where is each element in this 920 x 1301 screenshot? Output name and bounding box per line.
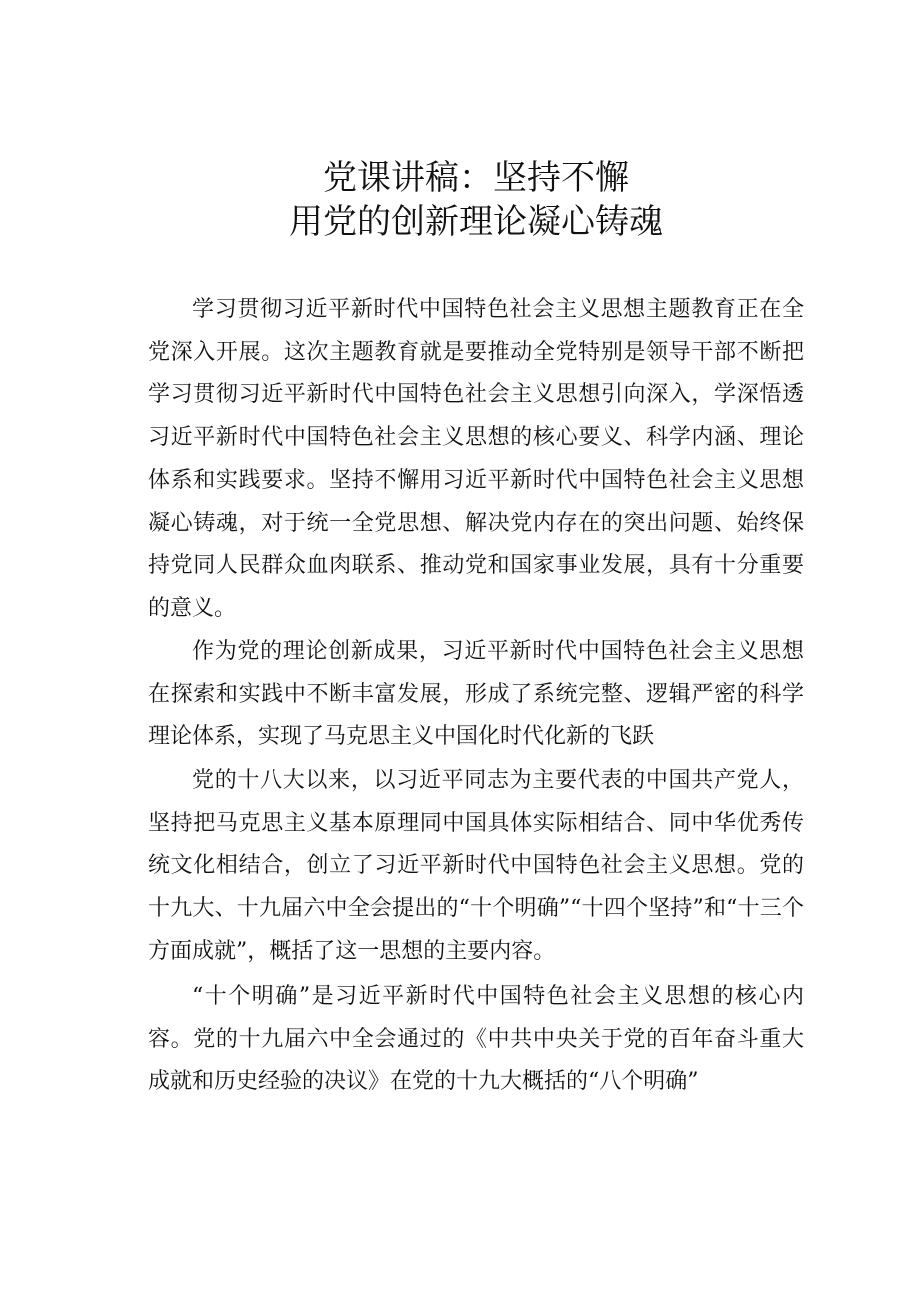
paragraph-3: 党的十八大以来，以习近平同志为主要代表的中国共产党人，坚持把马克思主义基本原理同中国具体实际相结合、同中华优秀传统文化相结合，创立了习近平新时代中国特色社会主义思想。党的十九大、十九届六中全会提出的“十个明确”“十四个坚持”和“十三个方面成就”，概括了这一思想的主要内容。	[148, 768, 804, 964]
document-title-line-1: 党课讲稿：坚持不懈	[323, 158, 629, 198]
paragraph-1: 学习贯彻习近平新时代中国特色社会主义思想主题教育正在全党深入开展。这次主题教育就是要推动全党特别是领导干部不断把学习贯彻习近平新时代中国特色社会主义思想引向深入，学深悟透习近平新时代中国特色社会主义思想的核心要义、科学内涵、理论体系和实践要求。坚持不懈用习近平新时代中国特色社会主义思想凝心铸魂，对于统一全党思想、解决党内存在的突出问题、始终保持党同人民群众血肉联系、推动党和国家事业发展，具有十分重要的意义。	[148, 297, 804, 621]
paragraph-2: 作为党的理论创新成果，习近平新时代中国特色社会主义思想在探索和实践中不断丰富发展，形成了系统完整、逻辑严密的科学理论体系，实现了马克思主义中国化时代化新的飞跃	[148, 639, 804, 750]
paragraph-4: “十个明确”是习近平新时代中国特色社会主义思想的核心内容。党的十九届六中全会通过的《中共中央关于党的百年奋斗重大成就和历史经验的决议》在党的十九大概括的“八个明确”	[148, 984, 804, 1095]
document-title-line-2: 用党的创新理论凝心铸魂	[289, 202, 663, 242]
